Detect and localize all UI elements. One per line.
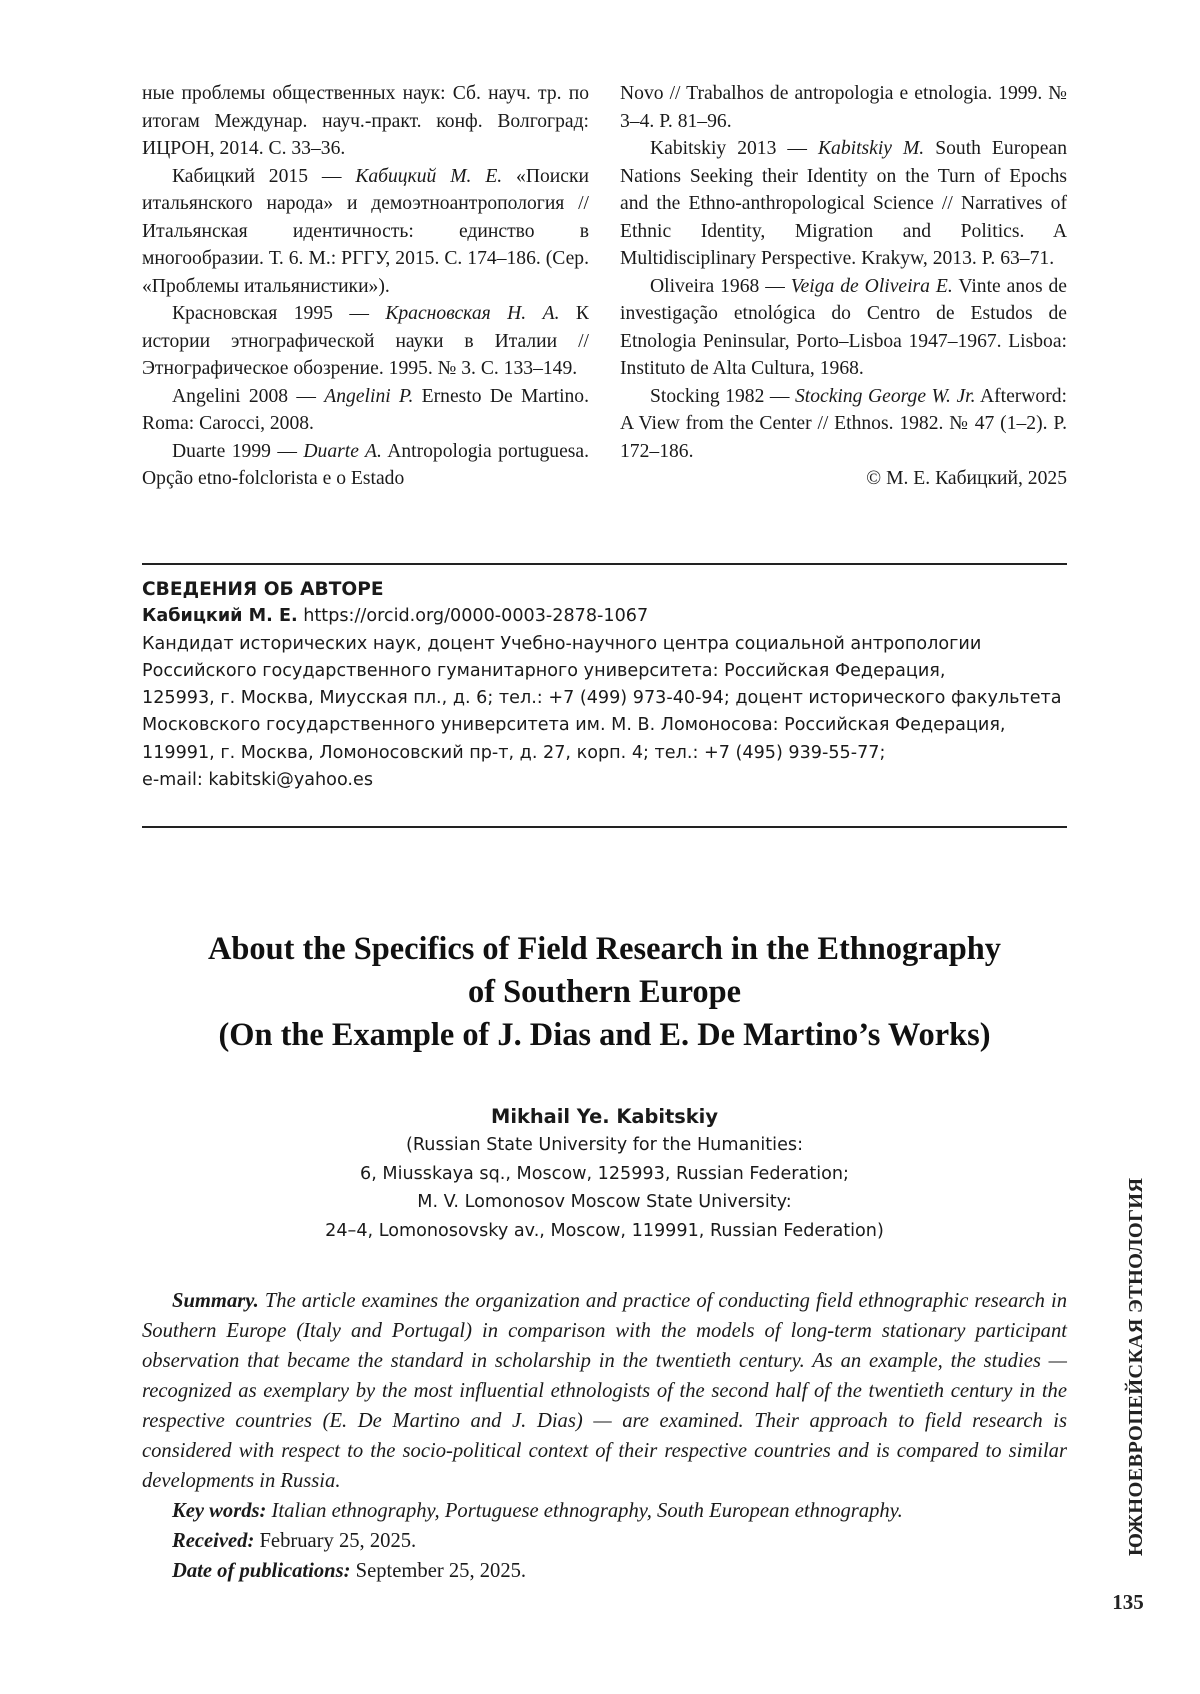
received-line: Received: February 25, 2025.	[142, 1526, 1067, 1556]
running-header-text: ЮЖНОЕВРОПЕЙСКАЯ ЭТНОЛОГИЯ	[1125, 1178, 1148, 1556]
title-line: of Southern Europe	[142, 971, 1067, 1014]
divider-bottom	[142, 826, 1067, 828]
published-line: Date of publications: September 25, 2025.	[142, 1556, 1067, 1586]
author-detail-line: Кандидат исторических наук, доцент Учебно-научного центра социальной антропологии	[142, 631, 1067, 658]
author-name: Кабицкий М. Е.	[142, 606, 298, 626]
reference-entry: Oliveira 1968 — Veiga de Oliveira E. Vinte anos de investigação etnológica do Centro de Estudos de Etnologia Peninsular, Porto–Lisboa 1947–1967. Lisboa: Instituto de Alta Cultura, 1968.	[620, 273, 1067, 383]
author-name-line	[142, 603, 1067, 630]
reference-entry: Красновская 1995 — Красновская Н. А. К истории этнографической науки в Италии // Этнографическое обозрение. 1995. № 3. С. 133–149.	[142, 300, 589, 383]
author-detail-line: 119991, г. Москва, Ломоносовский пр-т, д. 27, корп. 4; тел.: +7 (495) 939-55-77;	[142, 740, 1067, 767]
reference-entry: Кабицкий 2015 — Кабицкий М. Е. «Поиски итальянского народа» и демоэтноантропология // Итальянская идентичность: единство в многообразии. Т. 6. М.: РГГУ, 2015. С. 174–186. (Сер. «Проблемы итальянистики»).	[142, 163, 589, 301]
title-line: About the Specifics of Field Research in the Ethnography	[142, 928, 1067, 971]
abstract	[142, 1286, 1067, 1586]
byline	[142, 1102, 1067, 1245]
affiliation-line: 24–4, Lomonosovsky av., Moscow, 119991, Russian Federation)	[142, 1217, 1067, 1246]
divider-top	[142, 563, 1067, 565]
author-name-en: Mikhail Ye. Kabitskiy	[142, 1102, 1067, 1131]
page	[0, 0, 1200, 1694]
summary-paragraph	[142, 1286, 1067, 1496]
summary-text: The article examines the organization and practice of conducting field ethnographic research in Southern Europe (Italy and Portugal) in comparison with the models of long-term stationary participant observation that became the standard in scholarship in the twentieth century. As an example, the studies — recognized as exemplary by the most influential ethnologists of the second half of the twentieth century in the respective countries (E. De Martino and J. Dias) — are examined. Their approach to field research is considered with respect to the socio-political context of their respective countries and is compared to similar developments in Russia.	[142, 1290, 1067, 1492]
author-detail-line: Московского государственного университета им. М. В. Ломоносова: Российская Федерация,	[142, 712, 1067, 739]
page-number: 135	[1104, 1590, 1152, 1615]
author-info	[142, 576, 1067, 794]
author-detail-line: Российского государственного гуманитарного университета: Российская Федерация,	[142, 658, 1067, 685]
keywords-line: Key words: Italian ethnography, Portuguese ethnography, South European ethnography.	[142, 1496, 1067, 1526]
reference-entry: Duarte 1999 — Duarte A. Antropologia portuguesa. Opção etno-folclorista e o Estado	[142, 438, 589, 493]
affiliation-line: (Russian State University for the Humanities:	[142, 1131, 1067, 1160]
affiliation-line: M. V. Lomonosov Moscow State University:	[142, 1188, 1067, 1217]
title-line: (On the Example of J. Dias and E. De Martino’s Works)	[142, 1014, 1067, 1057]
reference-entry: Angelini 2008 — Angelini P. Ernesto De Martino. Roma: Carocci, 2008.	[142, 383, 589, 438]
copyright-notice: © М. Е. Кабицкий, 2025	[620, 465, 1067, 493]
references-left-column	[142, 80, 589, 493]
references	[142, 80, 1067, 540]
reference-entry: ные проблемы общественных наук: Сб. науч. тр. по итогам Междунар. науч.-практ. конф. Волгоград: ИЦРОН, 2014. С. 33–36.	[142, 80, 589, 163]
author-detail-line: 125993, г. Москва, Миусская пл., д. 6; тел.: +7 (499) 973-40-94; доцент исторического факультета	[142, 685, 1067, 712]
summary-label: Summary.	[172, 1290, 259, 1312]
article-title	[142, 928, 1067, 1057]
author-info-heading: СВЕДЕНИЯ ОБ АВТОРЕ	[142, 576, 1067, 603]
reference-entry: Kabitskiy 2013 — Kabitskiy M. South European Nations Seeking their Identity on the Turn of Epochs and the Ethno-anthropological Science // Narratives of Ethnic Identity, Migration and Politics. A Multidisciplinary Perspective. Krakyw, 2013. P. 63–71.	[620, 135, 1067, 273]
references-right-column	[620, 80, 1067, 493]
affiliation-line: 6, Miusskaya sq., Moscow, 125993, Russian Federation;	[142, 1160, 1067, 1189]
author-email[interactable]: e-mail: kabitski@yahoo.es	[142, 767, 1067, 794]
orcid-link[interactable]: https://orcid.org/0000-0003-2878-1067	[303, 606, 648, 626]
reference-entry: Novo // Trabalhos de antropologia e etnologia. 1999. № 3–4. P. 81–96.	[620, 80, 1067, 135]
reference-entry: Stocking 1982 — Stocking George W. Jr. Afterword: A View from the Center // Ethnos. 1982. № 47 (1–2). P. 172–186.	[620, 383, 1067, 466]
